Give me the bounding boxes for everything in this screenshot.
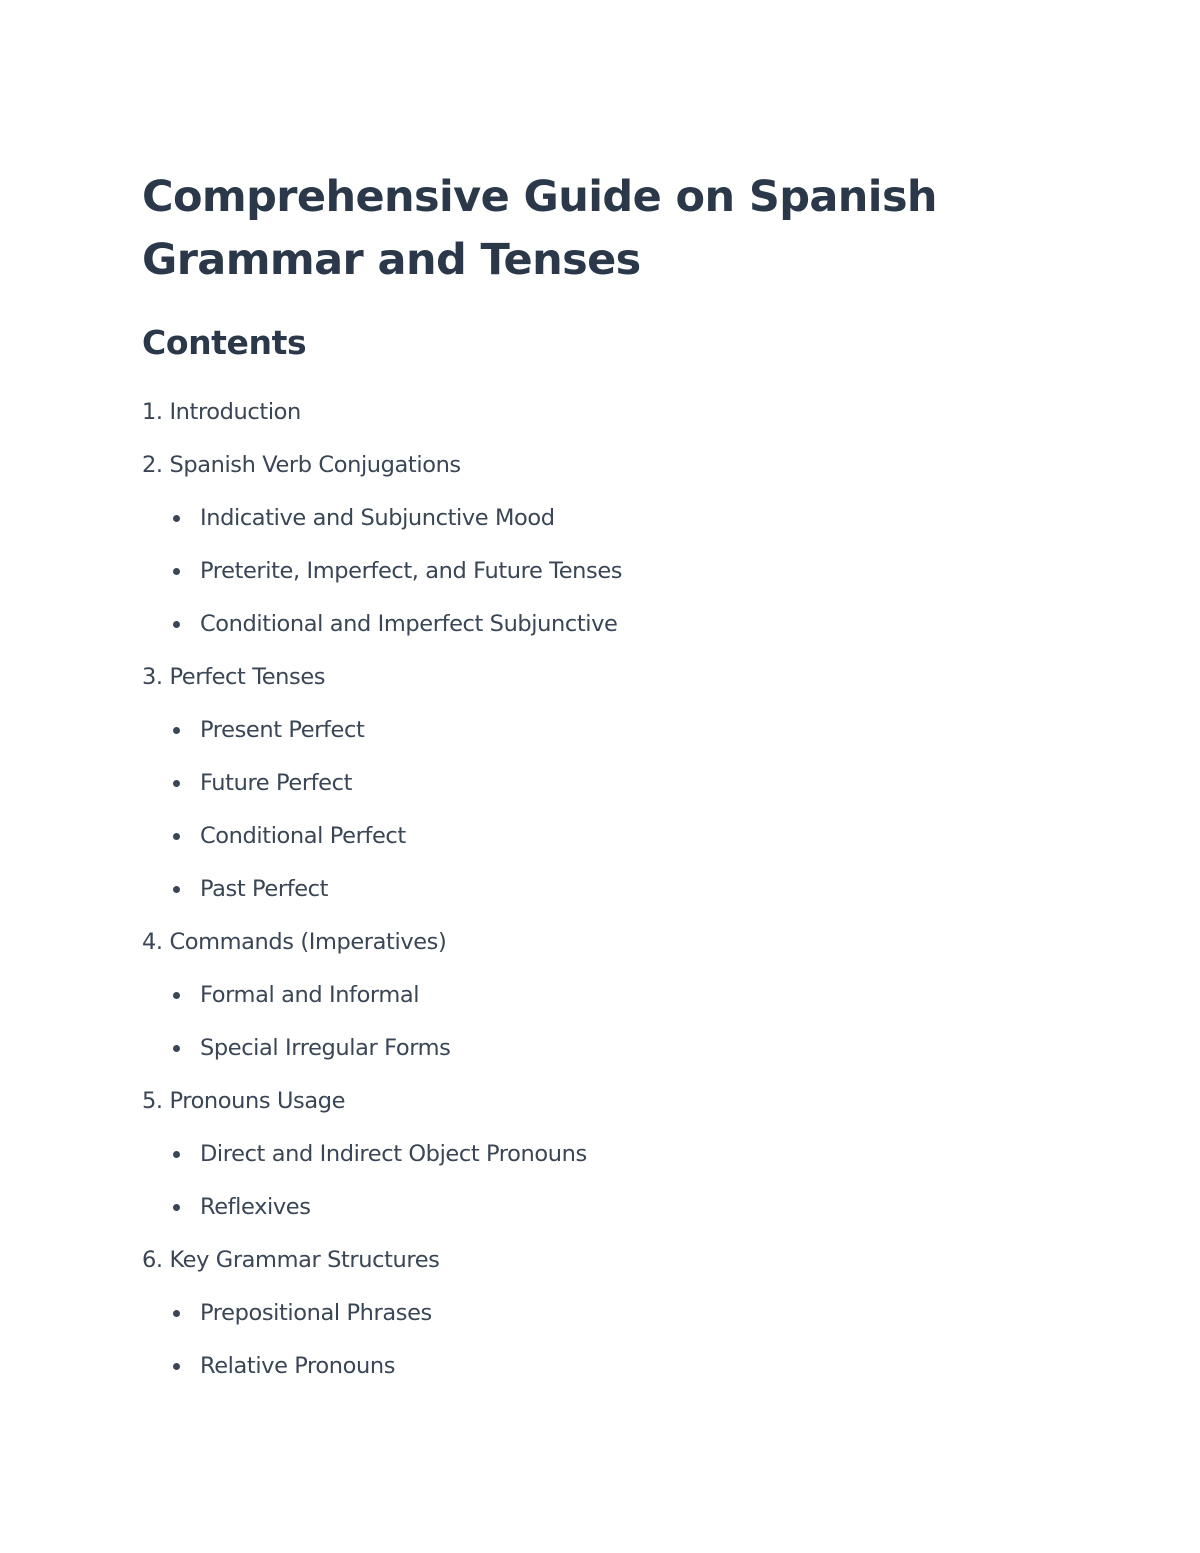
bullet-icon [173,568,180,575]
toc-item [142,439,1062,651]
toc-subitem [142,1287,1062,1340]
bullet-icon [173,1045,180,1052]
toc-subitem [142,1022,1062,1075]
toc-subitem [142,492,1062,545]
toc-item-number: 3. [142,664,163,690]
bullet-icon [173,1363,180,1370]
toc-subitem-label: Past Perfect [200,876,329,902]
toc-subitem [142,704,1062,757]
toc-subitem-label: Direct and Indirect Object Pronouns [200,1141,587,1167]
toc-item [142,1075,1062,1234]
toc-item-label: Key Grammar Structures [169,1247,440,1273]
toc-sublist [142,492,1062,651]
table-of-contents [142,386,1062,1393]
bullet-icon [173,780,180,787]
toc-sublist [142,704,1062,916]
toc-subitem-label: Future Perfect [200,770,353,796]
toc-subitem [142,1181,1062,1234]
document-page [142,166,1062,1393]
document-title: Comprehensive Guide on Spanish Grammar and Tenses [142,172,937,285]
bullet-icon [173,621,180,628]
toc-subitem [142,810,1062,863]
bullet-icon [173,1204,180,1211]
bullet-icon [173,1310,180,1317]
bullet-icon [173,1151,180,1158]
toc-item-number: 4. [142,929,163,955]
toc-subitem [142,757,1062,810]
toc-item-label: Commands (Imperatives) [169,929,447,955]
bullet-icon [173,727,180,734]
toc-item [142,386,1062,439]
toc-item [142,651,1062,916]
toc-subitem-label: Formal and Informal [200,982,420,1008]
toc-item-number: 2. [142,452,163,478]
toc-item-label: Introduction [169,399,301,425]
toc-subitem-label: Reflexives [200,1194,311,1220]
toc-subitem-label: Prepositional Phrases [200,1300,432,1326]
contents-heading: Contents [142,323,307,362]
toc-sublist [142,969,1062,1075]
toc-sublist [142,1128,1062,1234]
toc-subitem [142,1340,1062,1393]
toc-subitem-label: Conditional Perfect [200,823,406,849]
toc-item-label: Pronouns Usage [169,1088,346,1114]
toc-sublist [142,1287,1062,1393]
toc-item-label: Perfect Tenses [169,664,326,690]
toc-subitem [142,545,1062,598]
toc-subitem [142,863,1062,916]
toc-item-number: 5. [142,1088,163,1114]
bullet-icon [173,833,180,840]
toc-subitem [142,598,1062,651]
toc-subitem-label: Preterite, Imperfect, and Future Tenses [200,558,623,584]
toc-item [142,916,1062,1075]
toc-item-number: 6. [142,1247,163,1273]
toc-subitem-label: Relative Pronouns [200,1353,396,1379]
toc-subitem [142,969,1062,1022]
bullet-icon [173,992,180,999]
toc-subitem-label: Indicative and Subjunctive Mood [200,505,555,531]
bullet-icon [173,886,180,893]
toc-subitem-label: Conditional and Imperfect Subjunctive [200,611,618,637]
toc-item-label: Spanish Verb Conjugations [169,452,461,478]
toc-item [142,1234,1062,1393]
toc-subitem-label: Special Irregular Forms [200,1035,451,1061]
toc-subitem [142,1128,1062,1181]
bullet-icon [173,515,180,522]
toc-subitem-label: Present Perfect [200,717,365,743]
toc-item-number: 1. [142,399,163,425]
